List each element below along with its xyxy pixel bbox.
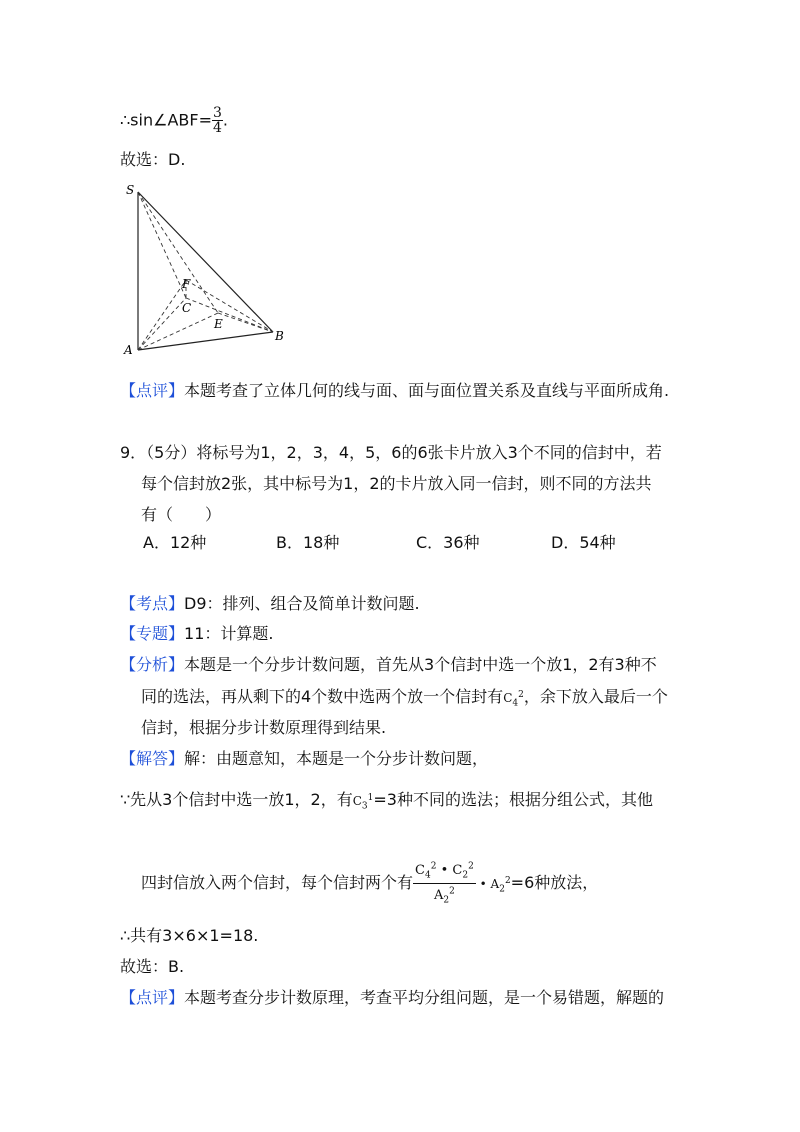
jieda-text: 解：由题意知，本题是一个分步计数问题， xyxy=(184,749,489,768)
sin-numerator: 3 xyxy=(212,105,222,121)
fenxi-line-2 xyxy=(141,687,668,708)
dash-cb xyxy=(186,298,273,332)
sin-suffix: . xyxy=(222,110,228,130)
label-a: A xyxy=(124,343,133,357)
zhuanti-tag: 【专题】 xyxy=(120,624,185,643)
question-9-line-1: 9．（5分）将标号为1，2，3，4，5，6的6张卡片放入3个不同的信封中，若 xyxy=(120,443,662,462)
fenxi-text-2b: ，余下放入最后一个 xyxy=(523,687,668,706)
label-e: E xyxy=(214,317,223,331)
sin-result-line xyxy=(120,106,228,136)
question-9-line-3: 有（ ） xyxy=(141,505,222,524)
grouping-fraction xyxy=(413,862,476,905)
sin-fraction xyxy=(212,106,223,136)
dash-af xyxy=(138,280,186,350)
answer-line-2: 故选：B. xyxy=(120,957,185,976)
comment-2-text: 本题考查分步计数原理，考查平均分组问题，是一个易错题，解题的 xyxy=(184,988,665,1007)
fenxi-text-2a: 同的选法，再从剩下的4个数中选两个放一个信封有 xyxy=(141,687,504,706)
fenxi-line-3: 信封，根据分步计数原理得到结果. xyxy=(141,718,387,737)
kaodian-text: D9：排列、组合及简单计数问题. xyxy=(184,594,420,613)
a22-term: • $A_2^2$ xyxy=(479,876,511,895)
edge-sb xyxy=(138,192,273,332)
formula-text-a: 四封信放入两个信封，每个信封两个有 xyxy=(141,873,414,892)
comment-1-text: 本题考查了立体几何的线与面、面与面位置关系及直线与平面所成角. xyxy=(184,381,670,400)
dash-se xyxy=(138,192,218,313)
option-d: D．54种 xyxy=(551,533,616,552)
because-text-a: ∵先从3个信封中选一放1，2，有 xyxy=(120,790,353,809)
kaodian-tag: 【考点】 xyxy=(120,594,185,613)
sin-prefix: ∴sin∠ABF= xyxy=(120,110,212,130)
fenxi-tag: 【分析】 xyxy=(120,655,185,674)
fenxi-line-1 xyxy=(120,655,657,675)
c31-symbol: $C_3^1$ xyxy=(352,793,374,812)
grouping-numerator: $C_4^2$ • $C_2^2$ xyxy=(413,862,476,884)
fenxi-text-1: 本题是一个分步计数问题，首先从3个信封中选一个放1，2有3种不 xyxy=(184,655,657,674)
because-line xyxy=(120,790,653,811)
sin-denominator: 4 xyxy=(212,120,222,136)
formula-line xyxy=(141,853,598,914)
comment-1-tag: 【点评】 xyxy=(120,381,185,400)
comment-2 xyxy=(120,988,664,1008)
dash-fb xyxy=(186,280,273,332)
grouping-denominator: $A_2^2$ xyxy=(433,886,455,906)
because-text-b: =3种不同的选法；根据分组公式，其他 xyxy=(373,790,653,809)
label-s: S xyxy=(126,183,135,197)
zhuanti-line xyxy=(120,624,273,644)
label-f: F xyxy=(182,277,191,291)
dash-eb xyxy=(218,313,273,332)
jieda-line xyxy=(120,749,488,769)
comment-1 xyxy=(120,381,669,401)
label-c: C xyxy=(182,301,192,315)
dash-sc xyxy=(138,192,186,298)
answer-line-1: 故选：D. xyxy=(120,150,186,169)
option-c: C．36种 xyxy=(416,533,480,552)
comment-2-tag: 【点评】 xyxy=(120,988,185,1007)
formula-text-b: =6种放法， xyxy=(510,873,599,892)
jieda-tag: 【解答】 xyxy=(120,749,185,768)
dash-ac xyxy=(138,298,186,350)
c42-symbol: $C_4^2$ xyxy=(503,690,524,709)
total-line: ∴共有3×6×1=18. xyxy=(120,926,259,945)
option-a: A．12种 xyxy=(143,533,207,552)
pyramid-figure xyxy=(118,180,298,360)
question-9-line-2: 每个信封放2张，其中标号为1，2的卡片放入同一信封，则不同的方法共 xyxy=(141,474,652,493)
zhuanti-text: 11：计算题. xyxy=(184,624,274,643)
kaodian-line xyxy=(120,594,420,614)
label-b: B xyxy=(275,329,284,343)
option-b: B．18种 xyxy=(276,533,340,552)
